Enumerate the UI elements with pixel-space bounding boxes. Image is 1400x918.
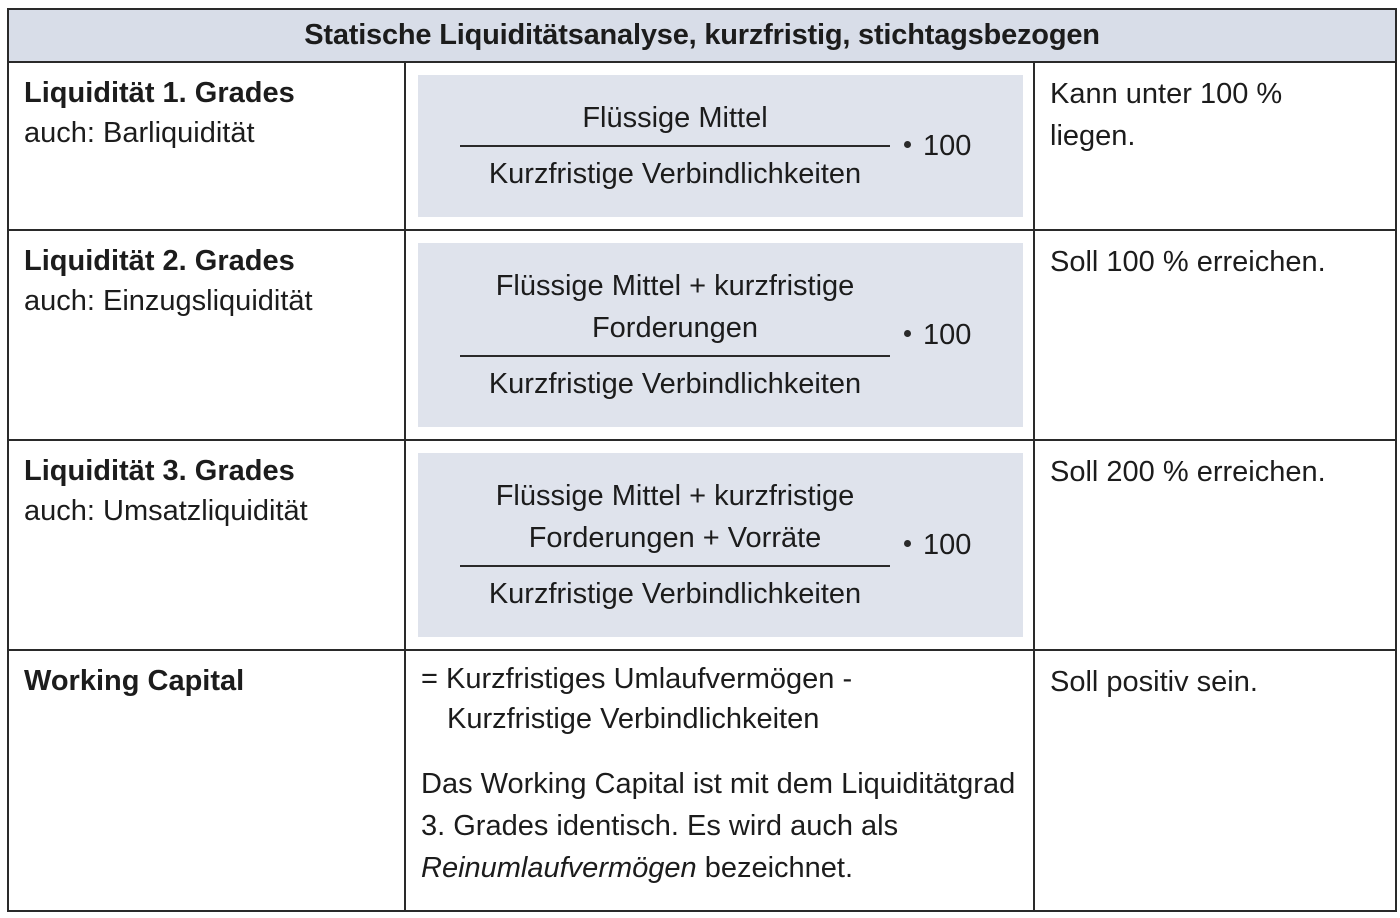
working-capital-description xyxy=(418,763,1021,889)
fraction xyxy=(460,97,890,195)
formula-cell-liquiditaet-1 xyxy=(406,63,1035,231)
liquidity-table xyxy=(7,8,1397,912)
row-label-liquiditaet-3 xyxy=(9,441,406,651)
table-title: Statische Liquiditätsanalyse, kurzfristig, stichtagsbezogen xyxy=(9,10,1395,63)
row-name: Liquidität 3. Grades xyxy=(24,455,295,487)
formula-line: Kurzfristige Verbindlichkeiten xyxy=(447,703,820,735)
denominator: Kurzfristige Verbindlichkeiten xyxy=(488,368,862,400)
note-working-capital: Soll positiv sein. xyxy=(1050,666,1258,698)
formula-line: = Kurzfristiges Umlaufvermögen - xyxy=(421,663,853,695)
multiplier xyxy=(904,130,971,163)
multiply-dot-icon xyxy=(904,540,911,547)
multiplier-value: 100 xyxy=(923,318,972,351)
row-label-liquiditaet-2 xyxy=(9,231,406,441)
working-capital-formula xyxy=(418,659,1023,739)
row-alias: auch: Barliquidität xyxy=(24,117,255,149)
multiplier xyxy=(904,529,971,562)
note-liquiditaet-1: Kann unter 100 % liegen. xyxy=(1035,63,1395,231)
description-text: Das Working Capital ist mit dem Liquiditätgrad 3. Grades identisch. Es wird auch als xyxy=(421,768,1016,842)
row-alias: auch: Einzugsliquidität xyxy=(24,285,313,317)
formula-cell-working-capital xyxy=(406,651,1035,910)
denominator: Kurzfristige Verbindlichkeiten xyxy=(488,578,862,610)
description-text: bezeichnet. xyxy=(704,852,854,884)
row-label-working-capital xyxy=(9,651,406,910)
numerator-line: Forderungen xyxy=(591,312,759,344)
formula-cell-liquiditaet-3 xyxy=(406,441,1035,651)
multiply-dot-icon xyxy=(904,141,911,148)
row-name: Liquidität 1. Grades xyxy=(24,77,295,109)
numerator-line: Flüssige Mittel + kurzfristige xyxy=(495,270,855,302)
fraction xyxy=(460,475,890,615)
multiplier-value: 100 xyxy=(923,528,972,561)
description-emphasis: Reinumlaufvermögen xyxy=(421,852,697,884)
denominator: Kurzfristige Verbindlichkeiten xyxy=(488,158,862,190)
note-liquiditaet-3: Soll 200 % erreichen. xyxy=(1035,441,1395,651)
multiplier xyxy=(904,319,971,352)
note-liquiditaet-2: Soll 100 % erreichen. xyxy=(1035,231,1395,441)
row-name: Liquidität 2. Grades xyxy=(24,245,295,277)
row-name: Working Capital xyxy=(24,665,245,697)
numerator-line: Flüssige Mittel + kurzfristige xyxy=(495,480,855,512)
multiplier-value: 100 xyxy=(923,129,972,162)
numerator xyxy=(496,265,855,355)
row-label-liquiditaet-1 xyxy=(9,63,406,231)
numerator: Flüssige Mittel xyxy=(582,102,768,134)
formula-cell-liquiditaet-2 xyxy=(406,231,1035,441)
fraction xyxy=(460,265,890,405)
multiply-dot-icon xyxy=(904,330,911,337)
row-alias: auch: Umsatzliquidität xyxy=(24,495,308,527)
formula-box xyxy=(418,243,1023,427)
numerator xyxy=(496,475,855,565)
formula-box xyxy=(418,75,1023,217)
formula-box xyxy=(418,453,1023,637)
numerator-line: Forderungen + Vorräte xyxy=(528,522,822,554)
